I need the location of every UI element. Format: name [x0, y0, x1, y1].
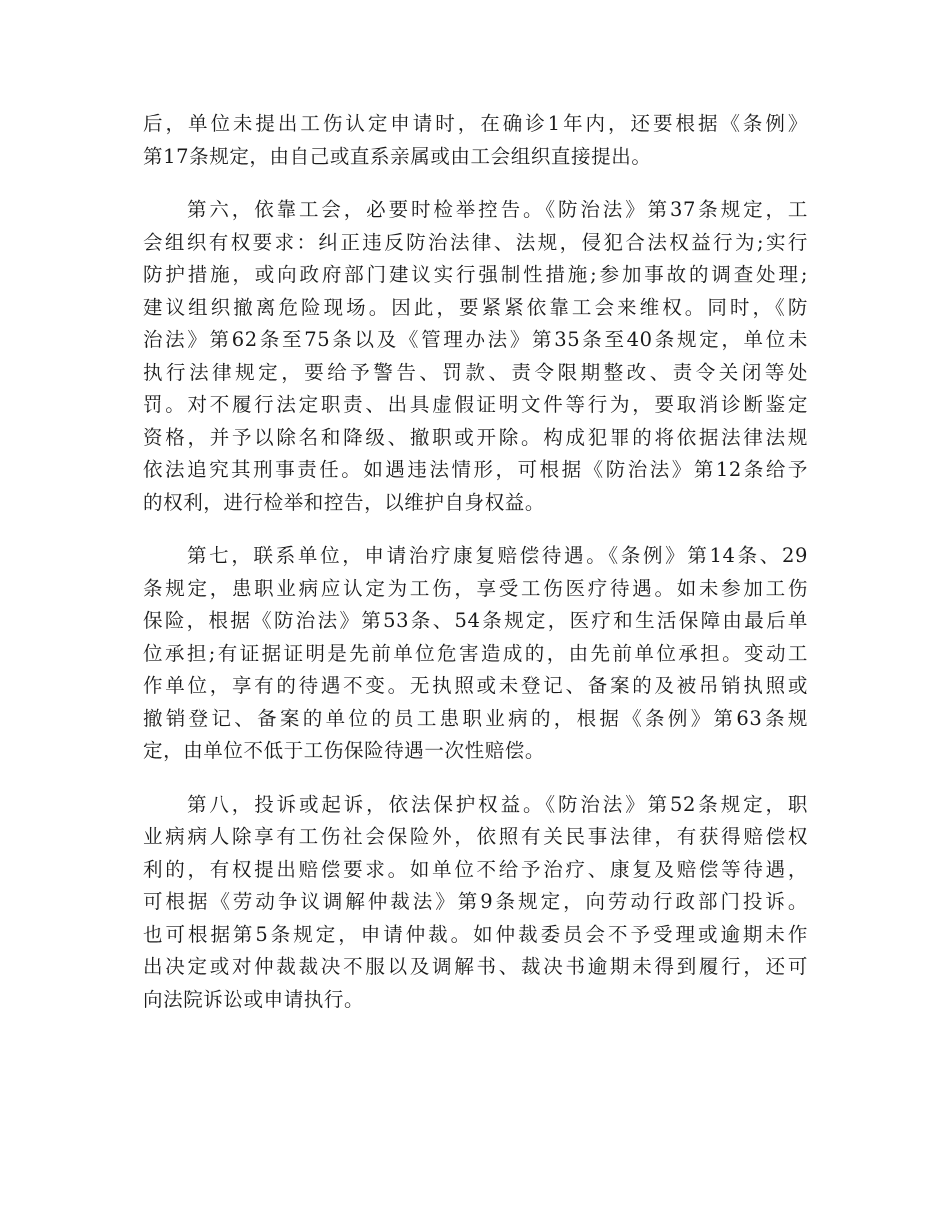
text-line: 业病病人除享有工伤社会保险外，依照有关民事法律，有获得赔偿权	[143, 825, 808, 848]
text-line: 的权利，进行检举和控告，以维护自身权益。	[143, 490, 546, 514]
text-line: 向法院诉讼或申请执行。	[143, 987, 365, 1011]
text-line: 位承担;有证据证明是先前单位危害造成的，由先前单位承担。变动工	[143, 641, 808, 665]
text-line: 资格，并予以除名和降级、撤职或开除。构成犯罪的将依据法律法规	[143, 425, 808, 449]
paragraph-eighth	[143, 789, 808, 1017]
text-line: 定，由单位不低于工伤保险待遇一次性赔偿。	[143, 739, 546, 762]
text-line: 罚。对不履行法定职责、出具虚假证明文件等行为，要取消诊断鉴定	[143, 393, 808, 416]
paragraph-sixth	[143, 194, 808, 519]
text-line: 也可根据第5条规定，申请仲裁。如仲裁委员会不予受理或逾期未作	[143, 922, 808, 946]
text-line: 建议组织撤离危险现场。因此，要紧紧依靠工会来维权。同时，《防	[143, 295, 808, 319]
text-line: 撤销登记、备案的单位的员工患职业病的，根据《条例》第63条规	[143, 706, 808, 730]
text-line: 执行法律规定，要给予警告、罚款、责令限期整改、责令关闭等处	[143, 360, 808, 384]
text-line: 第17条规定，由自己或直系亲属或由工会组织直接提出。	[143, 144, 652, 168]
text-line: 第八，投诉或起诉，依法保护权益。《防治法》第52条规定，职	[187, 792, 808, 816]
text-line: 依法追究其刑事责任。如遇违法情形，可根据《防治法》第12条给予	[143, 458, 808, 481]
text-line: 出决定或对仲裁裁决不服以及调解书、裁决书逾期未得到履行，还可	[143, 955, 808, 978]
text-line: 第六，依靠工会，必要时检举控告。《防治法》第37条规定，工	[187, 198, 808, 221]
text-line: 作单位，享有的待遇不变。无执照或未登记、备案的及被吊销执照或	[143, 674, 808, 697]
paragraph-continuation	[143, 108, 808, 173]
document-body	[143, 108, 808, 1037]
text-line: 第七，联系单位，申请治疗康复赔偿待遇。《条例》第14条、29	[187, 544, 808, 567]
paragraph-seventh	[143, 540, 808, 768]
text-line: 会组织有权要求：纠正违反防治法律、法规，侵犯合法权益行为;实行	[143, 230, 808, 254]
text-line: 可根据《劳动争议调解仲裁法》第9条规定，向劳动行政部门投诉。	[143, 890, 808, 913]
text-line: 后，单位未提出工伤认定申请时，在确诊1年内，还要根据《条例》	[143, 112, 808, 135]
text-line: 保险，根据《防治法》第53条、54条规定，医疗和生活保障由最后单	[143, 609, 808, 632]
text-line: 条规定，患职业病应认定为工伤，享受工伤医疗待遇。如未参加工伤	[143, 576, 808, 600]
text-line: 防护措施，或向政府部门建议实行强制性措施;参加事故的调查处理;	[143, 263, 808, 286]
text-line: 利的，有权提出赔偿要求。如单位不给予治疗、康复及赔偿等待遇，	[143, 857, 808, 881]
text-line: 治法》第62条至75条以及《管理办法》第35条至40条规定，单位未	[143, 328, 808, 351]
